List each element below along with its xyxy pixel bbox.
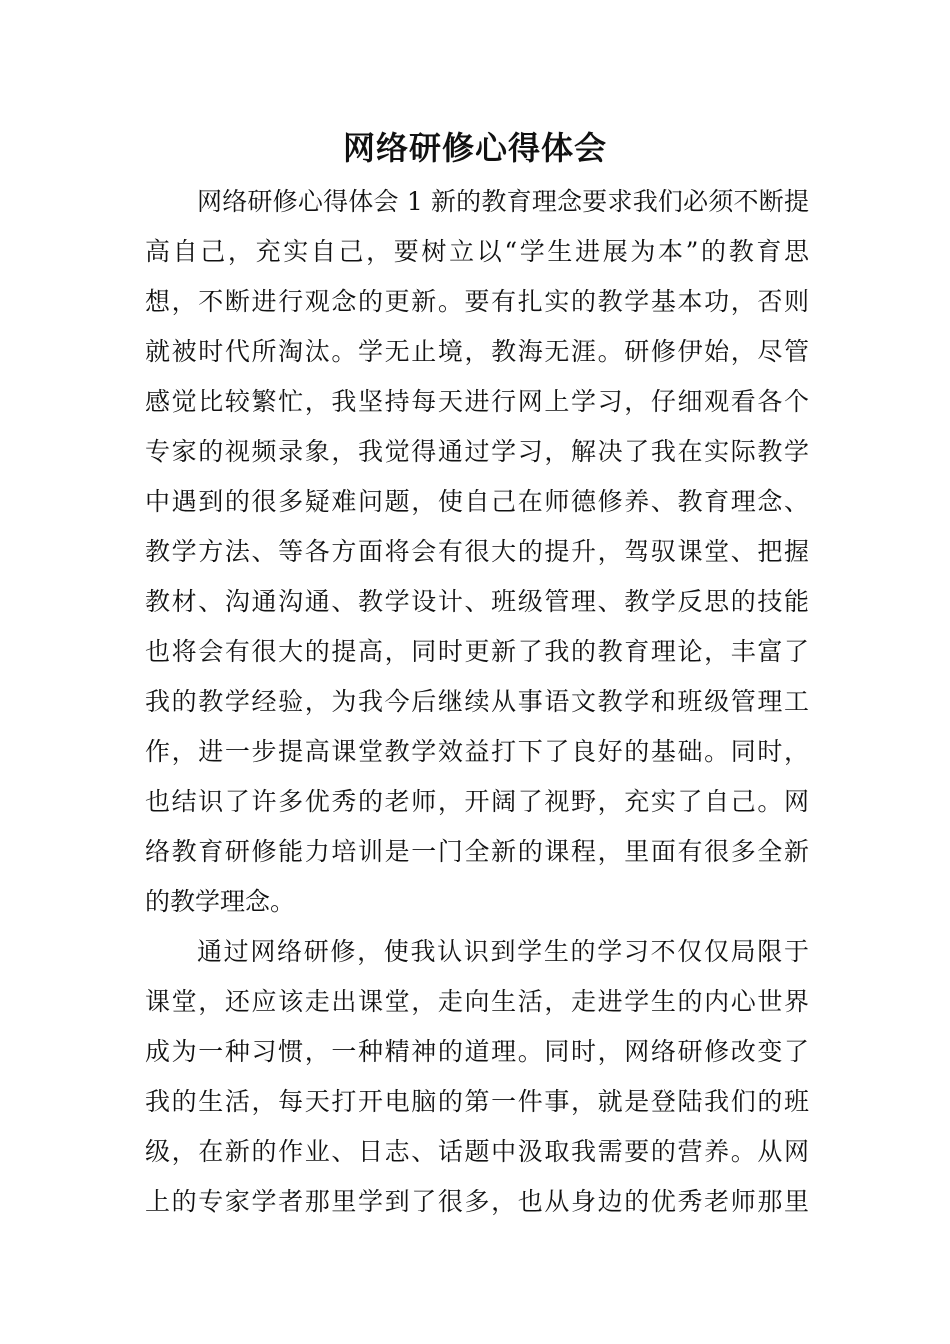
- paragraph-1-line-7: 中遇到的很多疑难问题，使自己在师德修养、教育理念、: [145, 487, 809, 516]
- paragraph-2-line-5: 级，在新的作业、日志、话题中汲取我需要的营养。从网: [145, 1137, 809, 1166]
- paragraph-1-line-14: 络教育研修能力培训是一门全新的课程，里面有很多全新: [145, 837, 809, 866]
- paragraph-2-line-1: 通过网络研修，使我认识到学生的学习不仅仅局限于: [197, 937, 809, 966]
- paragraph-2-line-6: 上的专家学者那里学到了很多，也从身边的优秀老师那里: [145, 1187, 809, 1216]
- paragraph-2-line-2: 课堂，还应该走出课堂，走向生活，走进学生的内心世界: [145, 987, 809, 1016]
- paragraph-1-line-10: 也将会有很大的提高，同时更新了我的教育理论，丰富了: [145, 637, 809, 666]
- paragraph-1-line-5: 感觉比较繁忙，我坚持每天进行网上学习，仔细观看各个: [145, 387, 809, 416]
- paragraph-1-line-3: 想，不断进行观念的更新。要有扎实的教学基本功，否则: [145, 287, 809, 316]
- paragraph-1-line-1: 网络研修心得体会 1 新的教育理念要求我们必须不断提: [197, 187, 809, 216]
- paragraph-1-line-13: 也结识了许多优秀的老师，开阔了视野，充实了自己。网: [145, 787, 809, 816]
- paragraph-1-line-4: 就被时代所淘汰。学无止境，教海无涯。研修伊始，尽管: [145, 337, 809, 366]
- paragraph-1-line-12: 作，进一步提高课堂教学效益打下了良好的基础。同时，: [145, 737, 809, 766]
- paragraph-1-line-2: 高自己，充实自己，要树立以“学生进展为本”的教育思: [145, 237, 809, 266]
- paragraph-1-line-9: 教材、沟通沟通、教学设计、班级管理、教学反思的技能: [145, 587, 809, 616]
- paragraph-1-line-11: 我的教学经验，为我今后继续从事语文教学和班级管理工: [145, 687, 809, 716]
- document-title: 网络研修心得体会: [342, 129, 607, 167]
- paragraph-1-line-15: 的教学理念。: [145, 887, 296, 916]
- paragraph-2-line-4: 我的生活，每天打开电脑的第一件事，就是登陆我们的班: [145, 1087, 809, 1116]
- paragraph-1-line-6: 专家的视频录象，我觉得通过学习，解决了我在实际教学: [145, 437, 809, 466]
- paragraph-2-line-3: 成为一种习惯，一种精神的道理。同时，网络研修改变了: [145, 1037, 809, 1066]
- paragraph-1-line-8: 教学方法、等各方面将会有很大的提升，驾驭课堂、把握: [145, 537, 809, 566]
